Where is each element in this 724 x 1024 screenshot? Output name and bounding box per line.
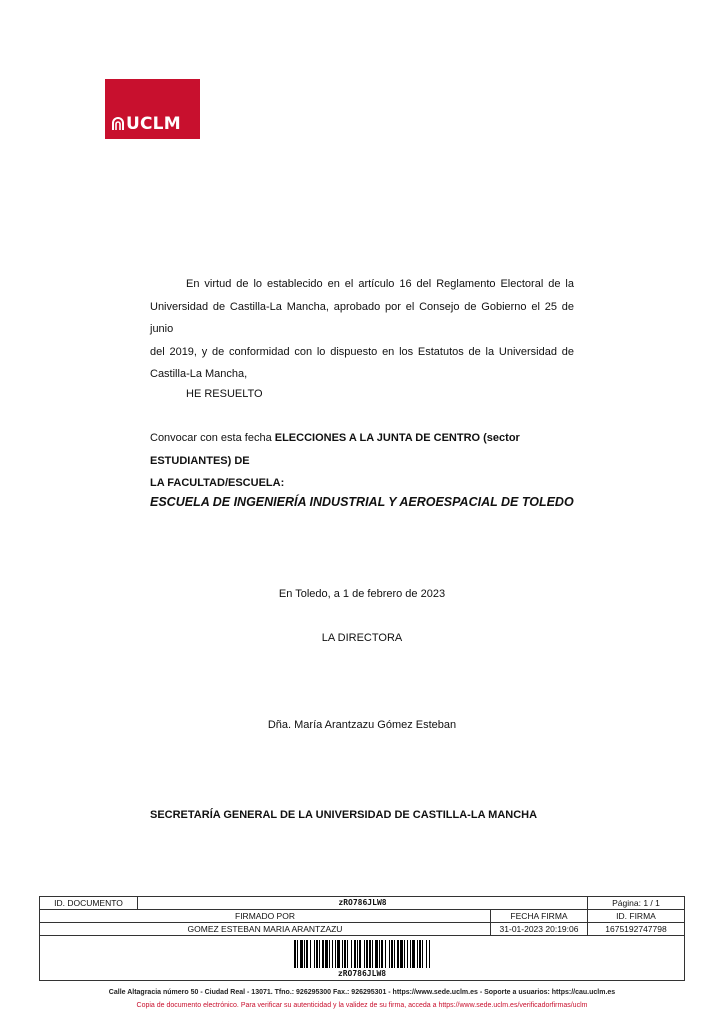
- footer-verification: Copia de documento electrónico. Para verificar su autenticidad y la validez de su firma, acceda a https://www.sede.uclm.es/verificadorfirmas/uclm: [136, 1002, 588, 1009]
- barcode-text: zRO786JLW8: [337, 969, 387, 978]
- footer-address: Calle Altagracia número 50 - Ciudad Real - 13071. Tfno.: 926295300 Fax.: 926295301 - https://www.sede.uclm.es - Soporte a usuarios: https://cau.uclm.es: [108, 989, 616, 996]
- fecha-firma-value: 31-01-2023 20:19:06: [491, 923, 588, 936]
- table-row: [40, 923, 685, 936]
- resuelto-heading: HE RESUELTO: [186, 388, 263, 400]
- firmante-name: GOMEZ ESTEBAN MARIA ARANTZAZU: [40, 923, 491, 936]
- logo-text: UCLM: [126, 114, 181, 134]
- barcode-icon: [294, 940, 430, 968]
- table-row: [40, 897, 685, 910]
- fecha-firma-label: FECHA FIRMA: [491, 910, 588, 923]
- school-name: ESCUELA DE INGENIERÍA INDUSTRIAL Y AEROESPACIAL DE TOLEDO: [150, 495, 574, 509]
- firmado-por-label: FIRMADO POR: [40, 910, 491, 923]
- uclm-logo: [105, 79, 200, 139]
- id-documento-value: zRO786JLW8: [138, 897, 588, 910]
- intro-line: Universidad de Castilla-La Mancha, aprobado por el Consejo de Gobierno el 25 de junio: [150, 300, 574, 335]
- secretaria-heading: SECRETARÍA GENERAL DE LA UNIVERSIDAD DE CASTILLA-LA MANCHA: [150, 809, 538, 821]
- intro-line: En virtud de lo establecido en el artículo 16 del Reglamento Electoral de la: [186, 278, 574, 290]
- signer-title: LA DIRECTORA: [321, 632, 403, 644]
- intro-line: Castilla-La Mancha,: [150, 368, 248, 380]
- uclm-seal-icon: [111, 116, 125, 131]
- convoca-prefix: Convocar con esta fecha: [150, 432, 275, 444]
- page-count: Página: 1 / 1: [588, 897, 685, 910]
- table-row: [40, 910, 685, 923]
- id-firma-value: 1675192747798: [588, 923, 685, 936]
- intro-paragraph: [150, 273, 574, 386]
- id-firma-label: ID. FIRMA: [588, 910, 685, 923]
- signature-table: [39, 896, 685, 981]
- table-row: [40, 936, 685, 981]
- convoca-bold-1: ELECCIONES A LA JUNTA DE CENTRO (sector ESTUDIANTES) DE: [150, 432, 520, 467]
- id-documento-label: ID. DOCUMENTO: [40, 897, 138, 910]
- intro-line: del 2019, y de conformidad con lo dispuesto en los Estatutos de la Universidad de: [150, 345, 574, 358]
- barcode-cell: [40, 936, 685, 981]
- convocatoria-text: [150, 427, 574, 495]
- convoca-bold-2: LA FACULTAD/ESCUELA:: [150, 477, 285, 489]
- place-date: En Toledo, a 1 de febrero de 2023: [278, 588, 446, 600]
- signer-name: Dña. María Arantzazu Gómez Esteban: [267, 719, 457, 731]
